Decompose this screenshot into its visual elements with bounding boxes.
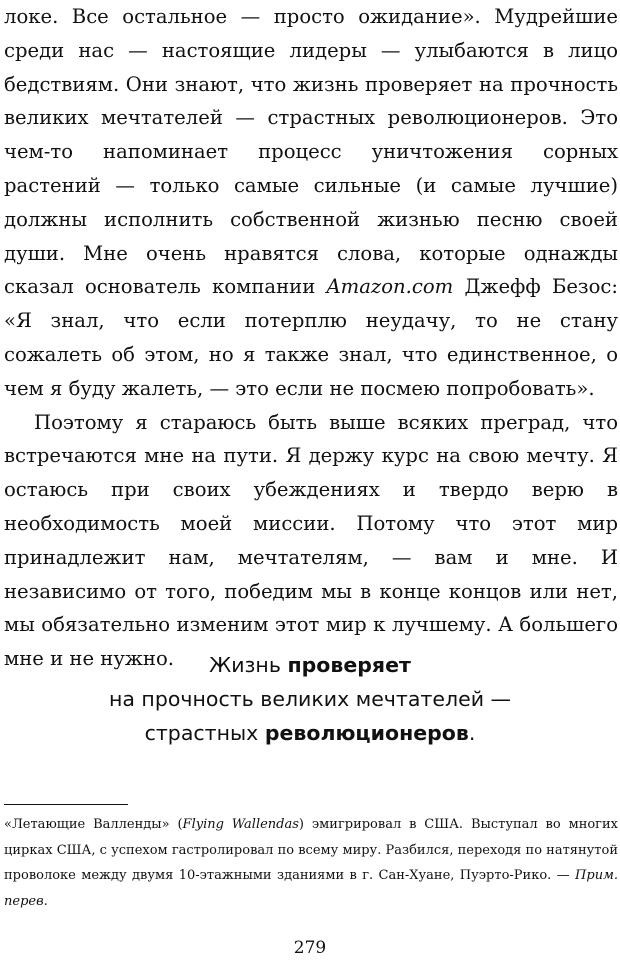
main-text bbox=[4, 0, 618, 676]
pull-quote-bold: революционеров bbox=[264, 721, 469, 745]
pull-quote-line-2: на прочность великих мечтателей — bbox=[108, 687, 512, 711]
pull-quote-text: страстных bbox=[144, 721, 265, 745]
paragraph-2: Поэтому я стараюсь быть выше всяких преград, что встречаются мне на пути. Я держу курс на свою мечту. Я остаюсь при своих убеждениях и твердо верю в необходимость моей миссии. Потому что этот мир принадлежит нам, мечтателям, — вам и мне. И независимо от того, победим мы в конце концов или нет, мы обязательно изменим этот мир к лучшему. А большего мне и не нужно. bbox=[4, 410, 618, 671]
paragraph-1 bbox=[4, 0, 618, 406]
page-number: 279 bbox=[293, 938, 327, 958]
pull-quote-text: . bbox=[468, 721, 476, 745]
paragraph-1-rest: Джефф Безос: «Я знал, что если потерплю неудачу, то не стану сожалеть об этом, но я также знал, что единственное, о чем я буду жалеть, — это если не посмею попробовать». bbox=[4, 275, 618, 400]
footnote-part-1: «Летающие Валленды» ( bbox=[4, 817, 183, 832]
footnote-troupe-name: Flying Wallendas bbox=[182, 817, 299, 832]
pull-quote-line-1 bbox=[0, 648, 620, 682]
footnote-divider bbox=[4, 804, 128, 805]
pull-quote-text: Жизнь bbox=[209, 653, 288, 677]
footnote bbox=[4, 812, 618, 914]
pull-quote bbox=[0, 648, 620, 750]
company-name: Amazon.com bbox=[326, 275, 454, 299]
paragraph-1-text: локе. Все остальное — просто ожидание». Мудрейшие среди нас — настоящие лидеры — улыбаются в лицо бедствиям. Они знают, что жизнь проверяет на прочность великих мечтателей — страстных революционеров. Это чем-то напоминает процесс уничтожения сорных растений — только самые сильные (и самые лучшие) должны исполнить собственной жизнью песню своей души. Мне очень нравятся слова, которые однажды сказал основатель компании bbox=[4, 5, 618, 299]
footnote-text bbox=[4, 812, 618, 914]
pull-quote-bold: проверяет bbox=[287, 653, 411, 677]
footnote-part-2: ) эмигрировал в США. Выступал во многих цирках США, с успехом гастролировал по всему миру. Разбился, переходя по натянутой проволоке между двумя 10-этажными зданиями в г. Сан-Хуане, Пуэрто-Рико. — bbox=[4, 817, 618, 883]
translator-note: Прим. перев. bbox=[4, 868, 618, 909]
pull-quote-line-3 bbox=[0, 716, 620, 750]
